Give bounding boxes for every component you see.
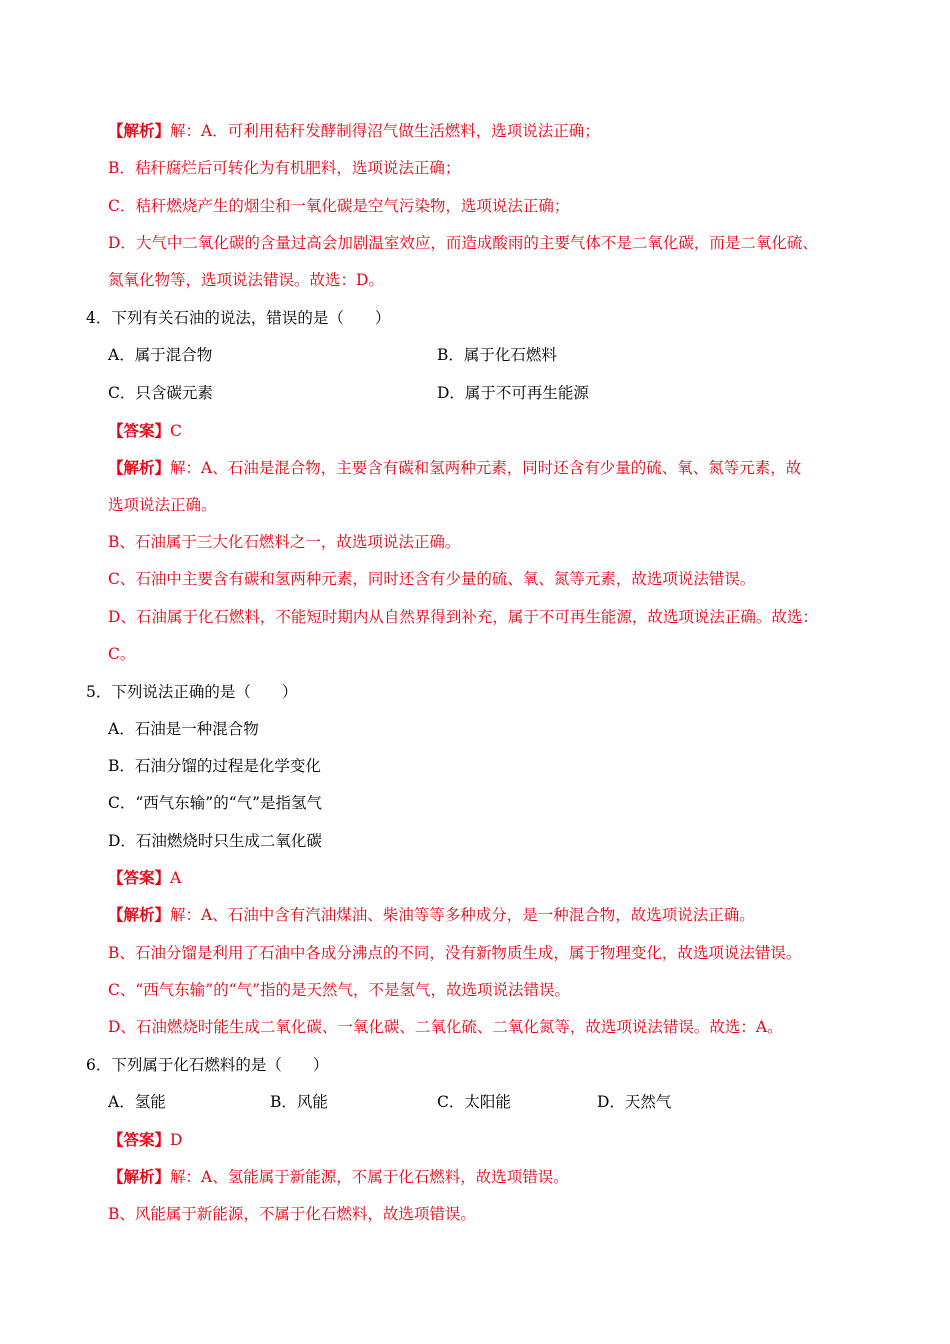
q5-option-b: B．石油分馏的过程是化学变化	[108, 757, 321, 775]
answer-tag: 【答案】	[108, 868, 171, 887]
q4-explain-line-4: C、石油中主要含有碳和氢两种元素，同时还含有少量的硫、氧、氮等元素，故选项说法错误。	[108, 570, 756, 588]
q5-answer	[108, 867, 181, 889]
q6-option-c: C．太阳能	[437, 1093, 511, 1111]
answer-tag: 【答案】	[108, 1130, 171, 1149]
q6-explain-line-2: B、风能属于新能源，不属于化石燃料，故选项错误。	[108, 1205, 476, 1223]
q4-explain-line-5: D、石油属于化石燃料，不能短时期内从自然界得到补充，属于不可再生能源，故选项说法正确。故选：	[108, 608, 818, 626]
explain-tag: 【解析】	[108, 905, 171, 924]
answer-value: D	[170, 1131, 183, 1149]
q4-option-a: A．属于混合物	[108, 346, 213, 364]
q6-option-a: A．氢能	[108, 1093, 166, 1111]
prev-explain-line-4: D．大气中二氧化碳的含量过高会加剧温室效应，而造成酸雨的主要气体不是二氧化碳，而是二氧化硫、	[108, 234, 818, 252]
explain-text: 解：A、氢能属于新能源，不属于化石燃料，故选项错误。	[170, 1168, 569, 1186]
explain-tag: 【解析】	[108, 121, 171, 140]
q5-option-a: A．石油是一种混合物	[108, 720, 259, 738]
q4-explain-line-3: B、石油属于三大化石燃料之一，故选项说法正确。	[108, 533, 461, 551]
explain-tag: 【解析】	[108, 458, 171, 477]
q5-stem: 5．下列说法正确的是（ ）	[86, 683, 298, 701]
q5-explain-line-1	[108, 904, 755, 926]
q4-option-c: C．只含碳元素	[108, 384, 213, 402]
q6-stem: 6．下列属于化石燃料的是（ ）	[86, 1056, 329, 1074]
q5-option-c: C．“西气东输”的“气”是指氢气	[108, 794, 323, 812]
q4-explain-line-6: C。	[108, 645, 136, 663]
explain-text: 解：A．可利用秸秆发酵制得沼气做生活燃料，选项说法正确；	[170, 122, 600, 140]
answer-value: C	[170, 422, 182, 440]
q6-option-b: B．风能	[270, 1093, 328, 1111]
q4-explain-line-1	[108, 457, 801, 479]
explain-text: 解：A、石油是混合物，主要含有碳和氢两种元素，同时还含有少量的硫、氧、氮等元素，故	[170, 459, 802, 477]
q5-option-d: D．石油燃烧时只生成二氧化碳	[108, 832, 322, 850]
q4-answer	[108, 420, 182, 442]
explain-text: 解：A、石油中含有汽油煤油、柴油等等多种成分，是一种混合物，故选项说法正确。	[170, 906, 755, 924]
q6-explain-line-1	[108, 1166, 569, 1188]
prev-explain-line-5: 氮氧化物等，选项说法错误。故选：D。	[108, 271, 384, 289]
q4-option-d: D．属于不可再生能源	[437, 384, 589, 402]
prev-explain-line-3: C．秸秆燃烧产生的烟尘和一氧化碳是空气污染物，选项说法正确；	[108, 197, 570, 215]
answer-tag: 【答案】	[108, 421, 171, 440]
q4-explain-line-2: 选项说法正确。	[108, 496, 217, 514]
q4-stem: 4．下列有关石油的说法，错误的是（ ）	[86, 309, 391, 327]
prev-explain-line-2: B．秸秆腐烂后可转化为有机肥料，选项说法正确；	[108, 159, 461, 177]
prev-explain-line-1	[108, 120, 600, 142]
answer-value: A	[170, 869, 182, 887]
q5-explain-line-2: B、石油分馏是利用了石油中各成分沸点的不同，没有新物质生成，属于物理变化，故选项说法错误。	[108, 944, 802, 962]
q6-answer	[108, 1129, 182, 1151]
q6-option-d: D．天然气	[597, 1093, 672, 1111]
q5-explain-line-4: D、石油燃烧时能生成二氧化碳、一氧化碳、二氧化硫、二氧化氮等，故选项说法错误。故选：A。	[108, 1018, 783, 1036]
q4-option-b: B．属于化石燃料	[437, 346, 557, 364]
q5-explain-line-3: C、“西气东输”的“气”指的是天然气，不是氢气，故选项说法错误。	[108, 981, 571, 999]
explain-tag: 【解析】	[108, 1167, 171, 1186]
